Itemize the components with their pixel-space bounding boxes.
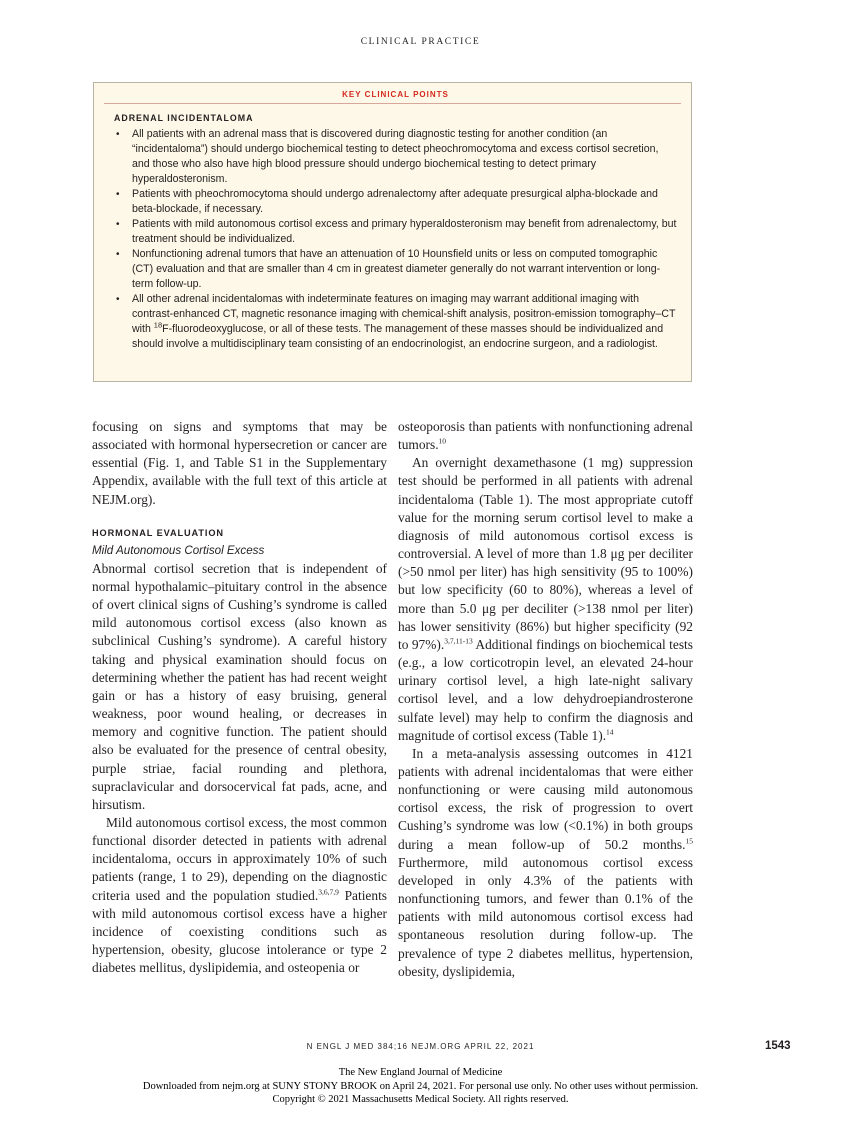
superscript: 18 [153,320,163,330]
paragraph [92,814,387,977]
paragraph: Abnormal cortisol secretion that is independent of normal hypothalamic–pituitary control in the absence of overt clinical signs of Cushing’s syndrome is called mild autonomous cortisol excess (also known as subclinical Cushing’s syndrome). A careful history taking and physical examination should focus on determining whether the patient has had recent weight gain or has a history of easy bruising, general weakness, poor wound healing, or decreases in memory and cognitive function. The patient should also be evaluated for the presence of central obesity, purple striae, facial rounding and plethora, supraclavicular and dorsocervical fat pads, acne, and hirsutism. [92,560,387,812]
paragraph [398,418,693,454]
paragraph: focusing on signs and symptoms that may be associated with hormonal hypersecretion or cancer are essential (Fig. 1, and Table S1 in the Supplementary Appendix, available with the full text of this article at NEJM.org). [92,419,387,507]
footer-citation: N ENGL J MED 384;16 NEJM.ORG APRIL 22, 2021 [306,1042,535,1051]
paragraph-text: In a meta-analysis assessing outcomes in 4121 patients with adrenal incidentalomas that were either nonfunctioning or were causing mild autonomous cortisol excess, the risk of progression to overt Cushing’s syndrome was low (<0.1%) in both groups during a mean follow-up of 50.2 months. [398,745,693,852]
download-line: Downloaded from nejm.org at SUNY STONY BROOK on April 24, 2021. For personal use only. No other uses without permission. [142,1080,699,1092]
citation-superscript: 3,6,7,9 [318,887,339,897]
section-heading: HORMONAL EVALUATION [92,527,224,538]
paragraph-text: osteoporosis than patients with nonfunctioning adrenal tumors. [398,419,693,453]
key-points-title: KEY CLINICAL POINTS [342,90,449,99]
copyright-line: Copyright © 2021 Massachusetts Medical Society. All rights reserved. [272,1094,569,1105]
journal-name: The New England Journal of Medicine [338,1067,503,1078]
key-point-item: • All patients with an adrenal mass that is discovered during diagnostic testing for another condition (an “incidentaloma”) should undergo biochemical testing to detect pheochromocytoma and excess cortisol secretion, and those who also have high blood pressure should undergo biochemical testing to detect primary hyperaldosteronism. [114,127,677,187]
page-number: 1543 [765,1040,791,1052]
citation-superscript: 15 [685,836,693,846]
key-points-subheading: ADRENAL INCIDENTALOMA [114,113,254,123]
paragraph [398,745,693,981]
section-subheading: Mild Autonomous Cortisol Excess [92,543,265,557]
section-header: CLINICAL PRACTICE [360,37,481,47]
key-points-divider [104,103,681,104]
paragraph-text: Furthermore, mild autonomous cortisol excess developed in only 4.3% of the patients with nonfunctioning tumors, and fewer than 0.1% of the patients with mild autonomous cortisol excess had spontaneous resolution during follow-up. The prevalence of type 2 diabetes mellitus, hypertension, obesity, dyslipidemia, [398,854,693,979]
paragraph-text: Additional findings on biochemical tests (e.g., a low corticotropin level, an elevated 24-hour urinary cortisol level, a high late-night salivary cortisol level, and a low dehydroepiandrosterone sulfate level) may help to confirm the diagnosis and magnitude of cortisol excess (Table 1). [398,636,693,743]
key-clinical-points-box [93,82,692,382]
key-points-list [114,127,677,352]
paragraph-text: Mild autonomous cortisol excess, the most common functional disorder detected in patients with adrenal incidentaloma, occurs in approximately 10% of such patients (range, 1 to 29), depending on the diagnostic criteria used and the population studied. [92,814,387,903]
key-point-text: All other adrenal incidentalomas with indeterminate features on imaging may warrant additional imaging with contrast-enhanced CT, magnetic resonance imaging with chemical-shift analysis, positron-emission tomography–CT with [132,293,676,335]
key-point-text: F-fluorodeoxyglucose, or all of these tests. The management of these masses should be individualized and should involve a multidisciplinary team consisting of an endocrinologist, an endocrine surgeon, and a radiologist. [132,323,664,350]
key-point-item: • Patients with pheochromocytoma should undergo adrenalectomy after adequate presurgical alpha-blockade and beta-blockade, if necessary. [114,187,677,217]
paragraph-text: Patients with mild autonomous cortisol excess have a higher incidence of coexisting conditions such as hypertension, obesity, glucose intolerance or type 2 diabetes mellitus, dyslipidemia, and osteopenia or [92,887,387,976]
paragraph-text: An overnight dexamethasone (1 mg) suppression test should be performed in all patients with adrenal incidentaloma (Table 1). The most appropriate cutoff value for the morning serum cortisol level to make a diagnosis of mild autonomous cortisol excess is controversial. A level of more than 1.8 μg per deciliter (>50 nmol per liter) has high sensitivity (95 to 100%) but low specificity (60 to 80%), whereas a level of more than 5.0 μg per deciliter (>138 nmol per liter) has lower sensitivity (86%) but higher specificity (92 to 97%). [398,455,693,652]
citation-superscript: 10 [438,436,447,446]
download-notice [0,1066,841,1107]
left-column [92,418,387,977]
key-point-item: • Nonfunctioning adrenal tumors that have an attenuation of 10 Hounsfield units or less on computed tomographic (CT) evaluation and that are smaller than 4 cm in greatest diameter generally do not warrant intervention or long-term follow-up. [114,247,677,292]
citation-superscript: 14 [606,727,614,737]
citation-superscript: 3,7,11-13 [444,636,473,646]
paragraph [398,454,693,745]
key-point-item [114,292,677,352]
key-point-item: • Patients with mild autonomous cortisol excess and primary hyperaldosteronism may benefit from adrenalectomy, but treatment should be individualized. [114,217,677,247]
right-column [398,418,693,981]
